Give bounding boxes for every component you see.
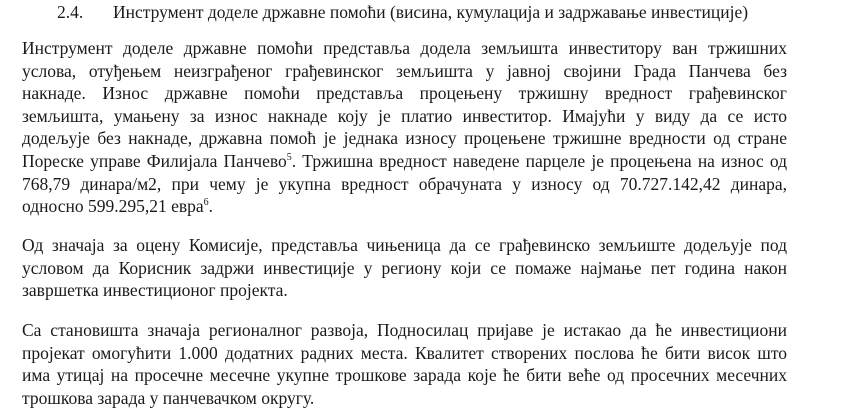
text-segment: односно 599.295,21 евра (22, 196, 204, 217)
text-line: накнаде. Износ државне помоћи представља процењену тржишну вредност грађевинског (22, 83, 787, 104)
text-line: 768,79 динара/м2, при чему је укупна вредност обрачуната у износу од 70.727.142,42 динара, (22, 173, 787, 194)
section-heading (57, 2, 748, 23)
paragraph-instrument (22, 37, 787, 218)
text-line: услова, отуђењем неизграђеног грађевинског земљишта у јавној својини Града Панчева без (22, 60, 787, 81)
text-segment: Пореске управе Филијала Панчево (22, 150, 287, 171)
section-title: Инструмент доделе државне помоћи (висина, кумулација и задржавање инвестиције) (113, 2, 749, 22)
text-line: пројекат омогућити 1.000 додатних радних места. Квалитет створених послова ће бити висок што (22, 342, 787, 363)
footnote-ref-5[interactable]: 5 (286, 151, 292, 163)
text-line: Од значаја за оцену Комисије, представља чињеница да се грађевинско земљиште додељује под (22, 235, 787, 255)
text-line: условом да Корисник задржи инвестиције у региону који се помаже најмање пет година након (22, 257, 787, 278)
paragraph-commission (22, 234, 787, 302)
text-line (22, 150, 787, 173)
text-segment: . Тржишна вредност наведене парцеле је процењена на износ од (291, 150, 788, 171)
text-line: Са становишта значаја регионалног развоја, Подносилац пријаве је истакао да ће инвестициони (22, 320, 787, 340)
text-line: завршетка инвестиционог пројекта. (22, 280, 288, 301)
text-line (22, 195, 787, 218)
text-segment: . (208, 196, 214, 217)
text-line: има утицај на просечне месечне укупне трошкове зарада које ће бити веће од просечних месечних (22, 365, 787, 386)
text-line: трошкова зарада у панчевачком округу. (22, 387, 315, 408)
text-line: Инструмент доделе државне помоћи представља додела земљишта инвеститору ван тржишних (22, 38, 787, 58)
footnote-ref-6[interactable]: 6 (203, 197, 209, 209)
text-line: додељује без накнаде, државна помоћ је једнака износу процењене тржишне вредности од стране (22, 128, 787, 149)
paragraph-regional-development (22, 319, 787, 409)
section-number: 2.4. (57, 2, 84, 22)
text-line: земљишта, умањену за износ накнаде коју је платио инвеститор. Имајући у виду да се исто (22, 105, 787, 126)
